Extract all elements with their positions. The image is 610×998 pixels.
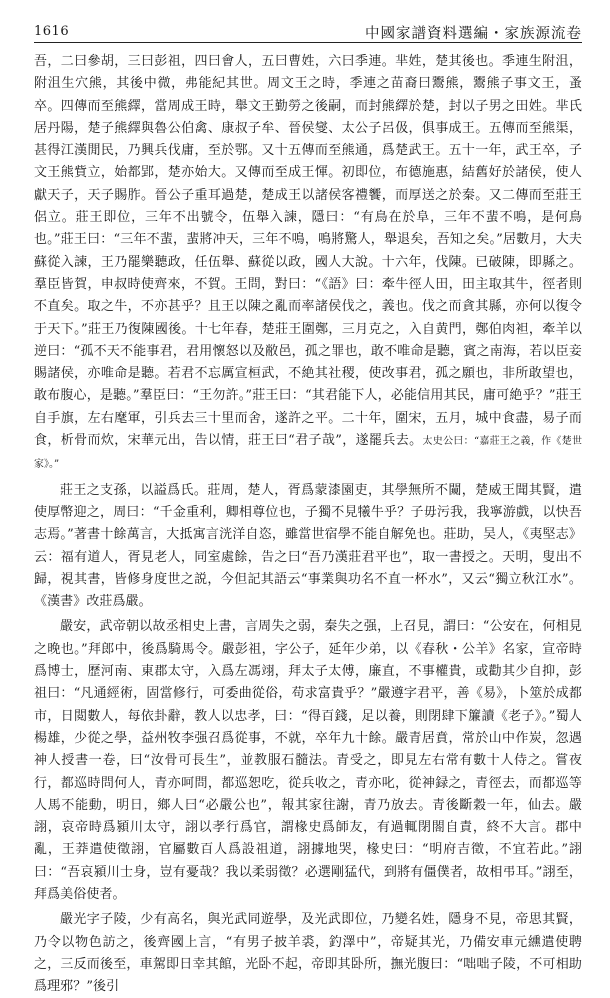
paragraph-text: 莊王之支孫，以謚爲氏。莊周，楚人，胥爲蒙漆園吏，其學無所不闚，楚威王聞其賢，遣使厚幣迎之，周曰：“千金重利，卿相尊位也，子獨不見犧牛乎？子毋污我，我寧游戲，以快吾志焉。”著書十餘萬言，大抵寓言洸洋自恣，雖當世宿學不能自解免也。莊助，吴人，《夷堅志》云：福有道人，胥見老人，同室處餘，告之曰“吾乃漢莊君平也”，取一書授之。天明，叟出不歸，視其書，皆修身度世之説，今但記其語云“事業與功名不直一杯水”，又云“獨立秋江水”。《漢書》改莊爲嚴。 — [34, 482, 582, 610]
running-title: 中國家譜資料選編・家族源流卷 — [365, 26, 582, 42]
paragraph-yan-guang — [34, 909, 582, 998]
paragraph-zhuang-branch — [34, 480, 582, 614]
page-number: 1616 — [34, 24, 70, 39]
inline-note: 太史公曰：“嘉莊王之義，作《楚世家》。” — [34, 436, 582, 471]
page-header — [34, 20, 582, 43]
paragraph-chu-lineage — [34, 51, 582, 477]
paragraph-text: 嚴光字子陵，少有高名，與光武同遊學，及光武即位，乃變名姓，隱身不見，帝思其賢，乃令以物色訪之，後齊國上言，“有男子披羊裘，釣澤中”，帝疑其光，乃備安車元纁遣使聘之，三反而後至，車駕即日幸其館，光卧不起，帝即其卧所，撫光腹曰：“咄咄子陵，不可相助爲理邪？”後引 — [34, 912, 582, 995]
book-page — [34, 20, 582, 995]
paragraph-text: 吾，二曰參胡，三曰彭祖，四曰會人，五曰曹姓，六曰季連。芈姓，楚其後也。季連生附沮，附沮生穴熊，其後中微，弗能紀其世。周文王之時，季連之苗裔曰鬻熊，鬻熊子事文王，蚤卒。四傳而至熊繹，當周成王時，舉文王勤勞之後嗣，而封熊繹於楚，封以子男之田姓。芈氏居丹陽，楚子熊繹與魯公伯禽、康叔子牟、晉侯燮、太公子呂伋，俱事成王。五傳而至熊渠，甚得江漢閒民，乃興兵伐庸，至於鄂。又十五傳而至熊通，爲楚武王。五十一年，武王卒，子文王熊貲立，始都郢，楚亦始大。又傳而至成王惲。初即位，布德施惠，結舊好於諸侯，使人獻天子，天子賜胙。晉公子重耳過楚，楚成王以諸侯客禮饗，而厚送之於秦。又二傳而至莊王侶立。莊王即位，三年不出號令，伍舉入諫，隱曰：“有鳥在於阜，三年不蜚不鳴，是何鳥也。”莊王曰：“三年不蜚，蜚將冲天，三年不鳴，鳴將驚人，舉退矣，吾知之矣。”居數月，大夫蘇從入諫，王乃罷樂聽政，任伍舉、蘇從以政，國人大說。十六年，伐陳。已破陳，即縣之。羣臣皆賀，申叔時使齊來，不賀。王問，對曰：“《語》曰：牽牛徑人田，田主取其牛，徑者則不直矣。取之牛，不亦甚乎？且王以陳之亂而率諸侯伐之，義也。伐之而貪其縣，亦何以復令于天下。”莊王乃復陳國後。十七年春，楚莊王圍鄭，三月克之，入自黄門，鄭伯肉袒，牽羊以逆曰：“孤不天不能事君，君用懷怒以及敝邑，孤之罪也，敢不唯命是聽，賓之南海，若以臣妾賜諸侯，亦唯命是聽。若君不忘厲宣桓武，不絶其社稷，使改事君，孤之願也，非所敢望也，敢布腹心，是聽。”羣臣曰：“王勿許。”莊王曰：“其君能下人，必能信用其民，庸可絶乎？”莊王自手旗，左右麾軍，引兵去三十里而舍，遂許之平。二十年，圍宋，五月，城中食盡，易子而食，析骨而炊，宋華元出，告以情，莊王曰“君子哉”，遂罷兵去。 — [34, 54, 582, 449]
paragraph-yan-an — [34, 616, 582, 906]
body-text — [34, 51, 582, 998]
paragraph-text: 嚴安，武帝朝以故丞相史上書，言周失之弱，秦失之强，上召見，謂曰：“公安在，何相見之晚也。”拜郎中，後爲騎馬令。嚴彭祖，字公子，延年少弟，以《春秋・公羊》名家，宣帝時爲博士，歷河南、東郡太守，入爲左馮翊，拜太子太傅，廉直，不事權貴，或勸其少自抑，彭祖曰：“凡通經術，固當修行，可委曲從俗，苟求富貴乎？”嚴遵字君平，善《易》，卜筮於成都市，日閲數人，每依卦辭，教人以忠孝，曰：“得百錢，足以養，則閉肆下簾讀《老子》。”蜀人楊雄，少從之學，益州牧李强召爲從事，不就，卒年九十餘。嚴青居賁，常於山中作炭，忽遇神人授書一卷，曰“汝骨可長生”，並教服石髓法。青受之，即見左右常有數十人侍之。嘗夜行，都巡時問何人，青亦呵問，都巡恕吃，從兵收之，青亦叱，從神録之，青徑去，而都巡等人馬不能動，明日，鄉人曰“必嚴公也”，報其家往謝，青乃放去。青後斷穀一年，仙去。嚴詡，哀帝時爲潁川太守，詡以孝行爲官，謂椽史爲師友，有過輒閉閤自責，終不大言。郡中亂，王莽遣使徵詡，官屬數百人爲設祖道，詡據地哭，椽史曰：“明府吉徵，不宜若此。”詡曰：“吾哀潁川士身，豈有憂哉？我以柔弱徵？必選剛猛代，到將有僵僕者，故相弔耳。”詡至，拜爲美俗使者。 — [34, 619, 582, 902]
